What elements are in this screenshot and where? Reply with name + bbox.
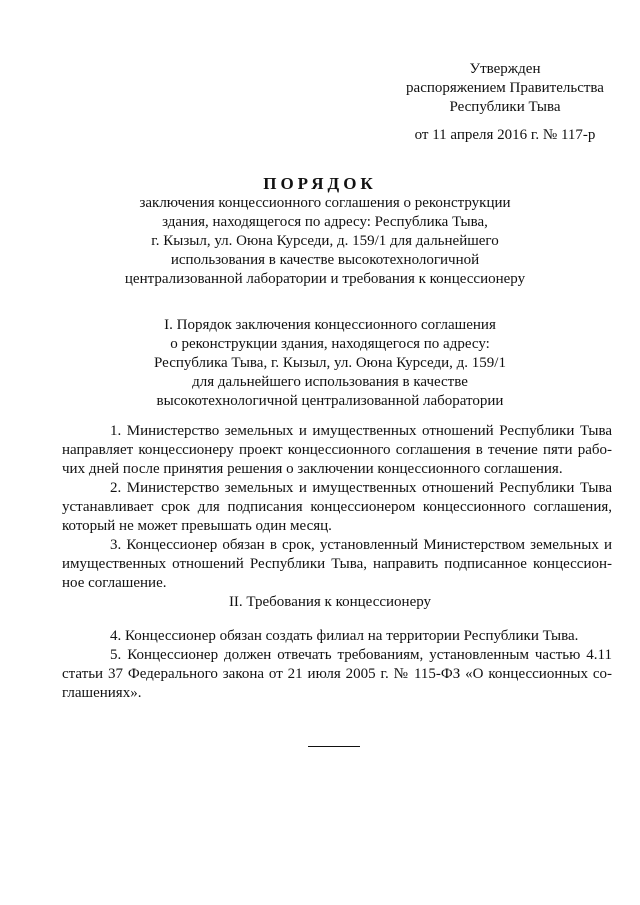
document-title: ПОРЯДОК	[263, 174, 377, 193]
end-divider	[308, 746, 360, 747]
approval-line-1: Утвержден	[469, 61, 541, 77]
section-heading-line: для дальнейшего использования в качестве	[192, 374, 468, 390]
section-heading-line: высокотехнологичной централизованной лаборатории	[156, 393, 504, 409]
section-heading-line: о реконструкции здания, находящегося по адресу:	[170, 336, 490, 352]
subtitle-line: здания, находящегося по адресу: Республика Тыва,	[162, 214, 488, 230]
section-1-heading	[130, 316, 530, 411]
paragraph-1: 1. Министерство земельных и имущественных отношений Республики Тыва направляет концессионеру проект концессионного соглашения в течение пяти рабо-чих дней после принятия решения о заключении концессионного соглашения.	[62, 423, 612, 477]
paragraph-3: 3. Концессионер обязан в срок, установленный Министерством земельных и имущественных отношений Республики Тыва, направить подписанное концессион-ное соглашение.	[62, 537, 612, 591]
paragraph-5: 5. Концессионер должен отвечать требованиям, установленным частью 4.11 статьи 37 Федерального закона от 21 июля 2005 г. № 115-ФЗ «О концессионных со-глашениях».	[62, 647, 612, 701]
section-heading-line: Республика Тыва, г. Кызыл, ул. Оюна Курседи, д. 159/1	[154, 355, 506, 371]
document-subtitle	[100, 194, 550, 289]
approval-block	[400, 60, 610, 145]
section-heading-line: I. Порядок заключения концессионного соглашения	[164, 317, 496, 333]
subtitle-line: г. Кызыл, ул. Оюна Курседи, д. 159/1 для дальнейшего	[151, 233, 499, 249]
section-1-body	[62, 422, 612, 593]
paragraph-2: 2. Министерство земельных и имущественных отношений Республики Тыва устанавливает срок для подписания концессионером концессионного соглашения, который не может превышать один месяц.	[62, 480, 612, 534]
section-2-heading: II. Требования к концессионеру	[228, 594, 432, 610]
approval-line-2: распоряжением Правительства	[406, 80, 604, 96]
section-2-body	[62, 627, 612, 703]
subtitle-line: заключения концессионного соглашения о реконструкции	[139, 195, 511, 211]
subtitle-line: использования в качестве высокотехнологичной	[170, 252, 480, 268]
subtitle-line: централизованной лаборатории и требования к концессионеру	[124, 271, 526, 287]
approval-date: от 11 апреля 2016 г. № 117-р	[414, 127, 596, 143]
paragraph-4: 4. Концессионер обязан создать филиал на территории Республики Тыва.	[110, 628, 579, 644]
approval-line-3: Республики Тыва	[449, 99, 561, 115]
